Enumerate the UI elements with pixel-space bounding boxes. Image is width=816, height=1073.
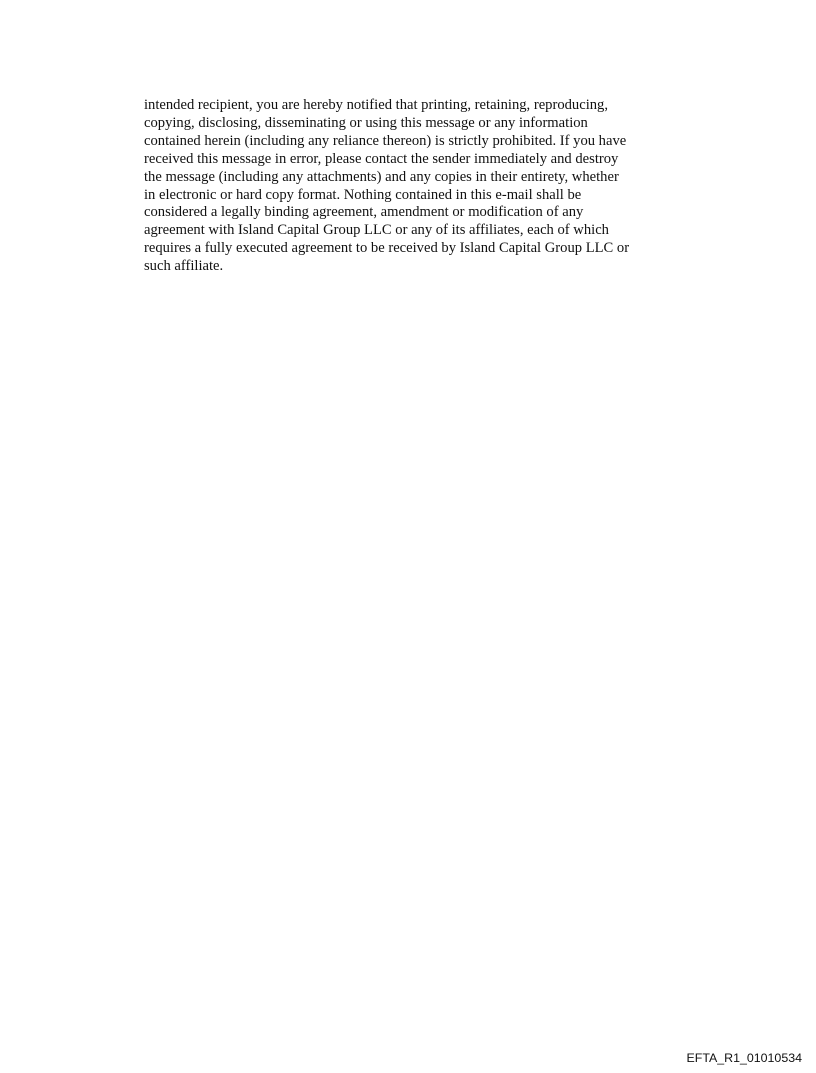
disclaimer-line: such affiliate. (144, 258, 224, 275)
disclaimer-line: received this message in error, please contact the sender immediately and destroy (144, 150, 619, 167)
disclaimer-line: considered a legally binding agreement, amendment or modification of any (144, 204, 584, 221)
bates-number: EFTA_R1_01010534 (686, 1051, 802, 1065)
disclaimer-line: contained herein (including any reliance thereon) is strictly prohibited. If you have (144, 132, 627, 149)
email-disclaimer-paragraph (144, 97, 684, 276)
disclaimer-line: agreement with Island Capital Group LLC or any of its affiliates, each of which (144, 222, 609, 239)
disclaimer-line: the message (including any attachments) and any copies in their entirety, whether (144, 168, 619, 185)
disclaimer-line: intended recipient, you are hereby notified that printing, retaining, reproducing, (144, 97, 609, 113)
disclaimer-line: in electronic or hard copy format. Nothing contained in this e-mail shall be (144, 186, 582, 203)
disclaimer-line: copying, disclosing, disseminating or using this message or any information (144, 114, 588, 131)
disclaimer-line: requires a fully executed agreement to be received by Island Capital Group LLC or (144, 240, 630, 257)
